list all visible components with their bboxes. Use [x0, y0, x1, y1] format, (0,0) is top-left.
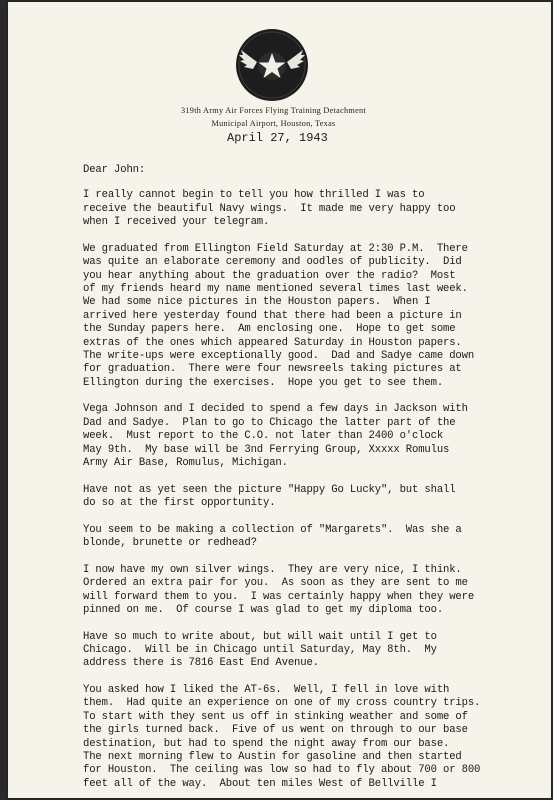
text-line: Army Air Base, Romulus, Michigan.: [83, 457, 288, 470]
letter-paragraphs: [83, 189, 553, 791]
text-line: I now have my own silver wings. They are very nice, I think.: [83, 563, 462, 576]
text-line: You asked how I liked the AT-6s. Well, I fell in love with: [83, 683, 450, 696]
text-line: Dad and Sadye. Plan to go to Chicago the latter part of the: [83, 416, 456, 429]
text-line: Ellington during the exercises. Hope you get to see them.: [83, 376, 444, 389]
paragraph: [83, 243, 553, 390]
text-line: when I received your telegram.: [83, 216, 270, 229]
text-line: week. Must report to the C.O. not later than 2400 o'clock: [83, 430, 444, 443]
text-line: feet all of the way. About ten miles West of Bellville I: [83, 777, 437, 790]
text-line: the girls turned back. Five of us went on through to our base: [83, 724, 468, 737]
letter-body: [83, 164, 553, 791]
text-line: May 9th. My base will be 3nd Ferrying Group, Xxxxx Romulus: [83, 443, 450, 456]
paragraph: [83, 403, 553, 470]
text-line: extras of the ones which appeared Saturday in Houston papers.: [83, 336, 462, 349]
paragraph: [83, 684, 553, 791]
text-line: Chicago. Will be in Chicago until Saturday, May 8th. My: [83, 643, 437, 656]
paragraph: [83, 564, 553, 618]
text-line: arrived here yesterday found that there had been a picture in: [83, 309, 462, 322]
text-line: will forward them to you. I was certainly happy when they were: [83, 590, 475, 603]
text-line: To start with they sent us off in stinking weather and some of: [83, 710, 468, 723]
text-line: was quite an elaborate ceremony and oodles of publicity. Did: [83, 256, 462, 269]
text-line: the Sunday papers here. Am enclosing one. Hope to get some: [83, 323, 456, 336]
text-line: you hear anything about the graduation over the radio? Most: [83, 269, 456, 282]
text-line: destination, but had to spend the night away from our base.: [83, 737, 450, 750]
paragraph: [83, 484, 553, 511]
text-line: The next morning flew to Austin for gasoline and then started: [83, 750, 462, 763]
text-line: for graduation. There were four newsreels taking pictures at: [83, 363, 462, 376]
text-line: of my friends heard my name mentioned several times last week.: [83, 283, 468, 296]
text-line: I really cannot begin to tell you how thrilled I was to: [83, 189, 425, 202]
letterhead-address: Municipal Airport, Houston, Texas: [211, 119, 336, 128]
text-line: pinned on me. Of course I was glad to get my diploma too.: [83, 603, 444, 616]
text-line: Vega Johnson and I decided to spend a few days in Jackson with: [83, 403, 468, 416]
paragraph: [83, 524, 553, 551]
letter-page: [8, 2, 551, 798]
text-line: receive the beautiful Navy wings. It made me very happy too: [83, 202, 456, 215]
text-line: them. Had quite an experience on one of my cross country trips.: [83, 697, 481, 710]
text-line: We had some nice pictures in the Houston papers. When I: [83, 296, 431, 309]
text-line: The write-ups were exceptionally good. Dad and Sadye came down: [83, 350, 475, 363]
letter-date: April 27, 1943: [227, 131, 328, 145]
salutation: Dear John:: [83, 164, 146, 176]
army-air-forces-emblem-icon: [235, 28, 309, 102]
letterhead-unit: 319th Army Air Forces Flying Training Detachment: [181, 106, 366, 115]
text-line: do so at the first opportunity.: [83, 497, 276, 510]
text-line: for Houston. The ceiling was low so had to fly about 700 or 800: [83, 764, 481, 777]
paragraph: [83, 189, 553, 229]
text-line: Ordered an extra pair for you. As soon as they are sent to me: [83, 577, 468, 590]
text-line: You seem to be making a collection of "Margarets". Was she a: [83, 523, 462, 536]
text-line: blonde, brunette or redhead?: [83, 537, 257, 550]
text-line: address there is 7816 East End Avenue.: [83, 657, 319, 670]
text-line: We graduated from Ellington Field Saturday at 2:30 P.M. There: [83, 242, 468, 255]
text-line: Have so much to write about, but will wait until I get to: [83, 630, 437, 643]
paragraph: [83, 631, 553, 671]
text-line: Have not as yet seen the picture "Happy Go Lucky", but shall: [83, 483, 456, 496]
